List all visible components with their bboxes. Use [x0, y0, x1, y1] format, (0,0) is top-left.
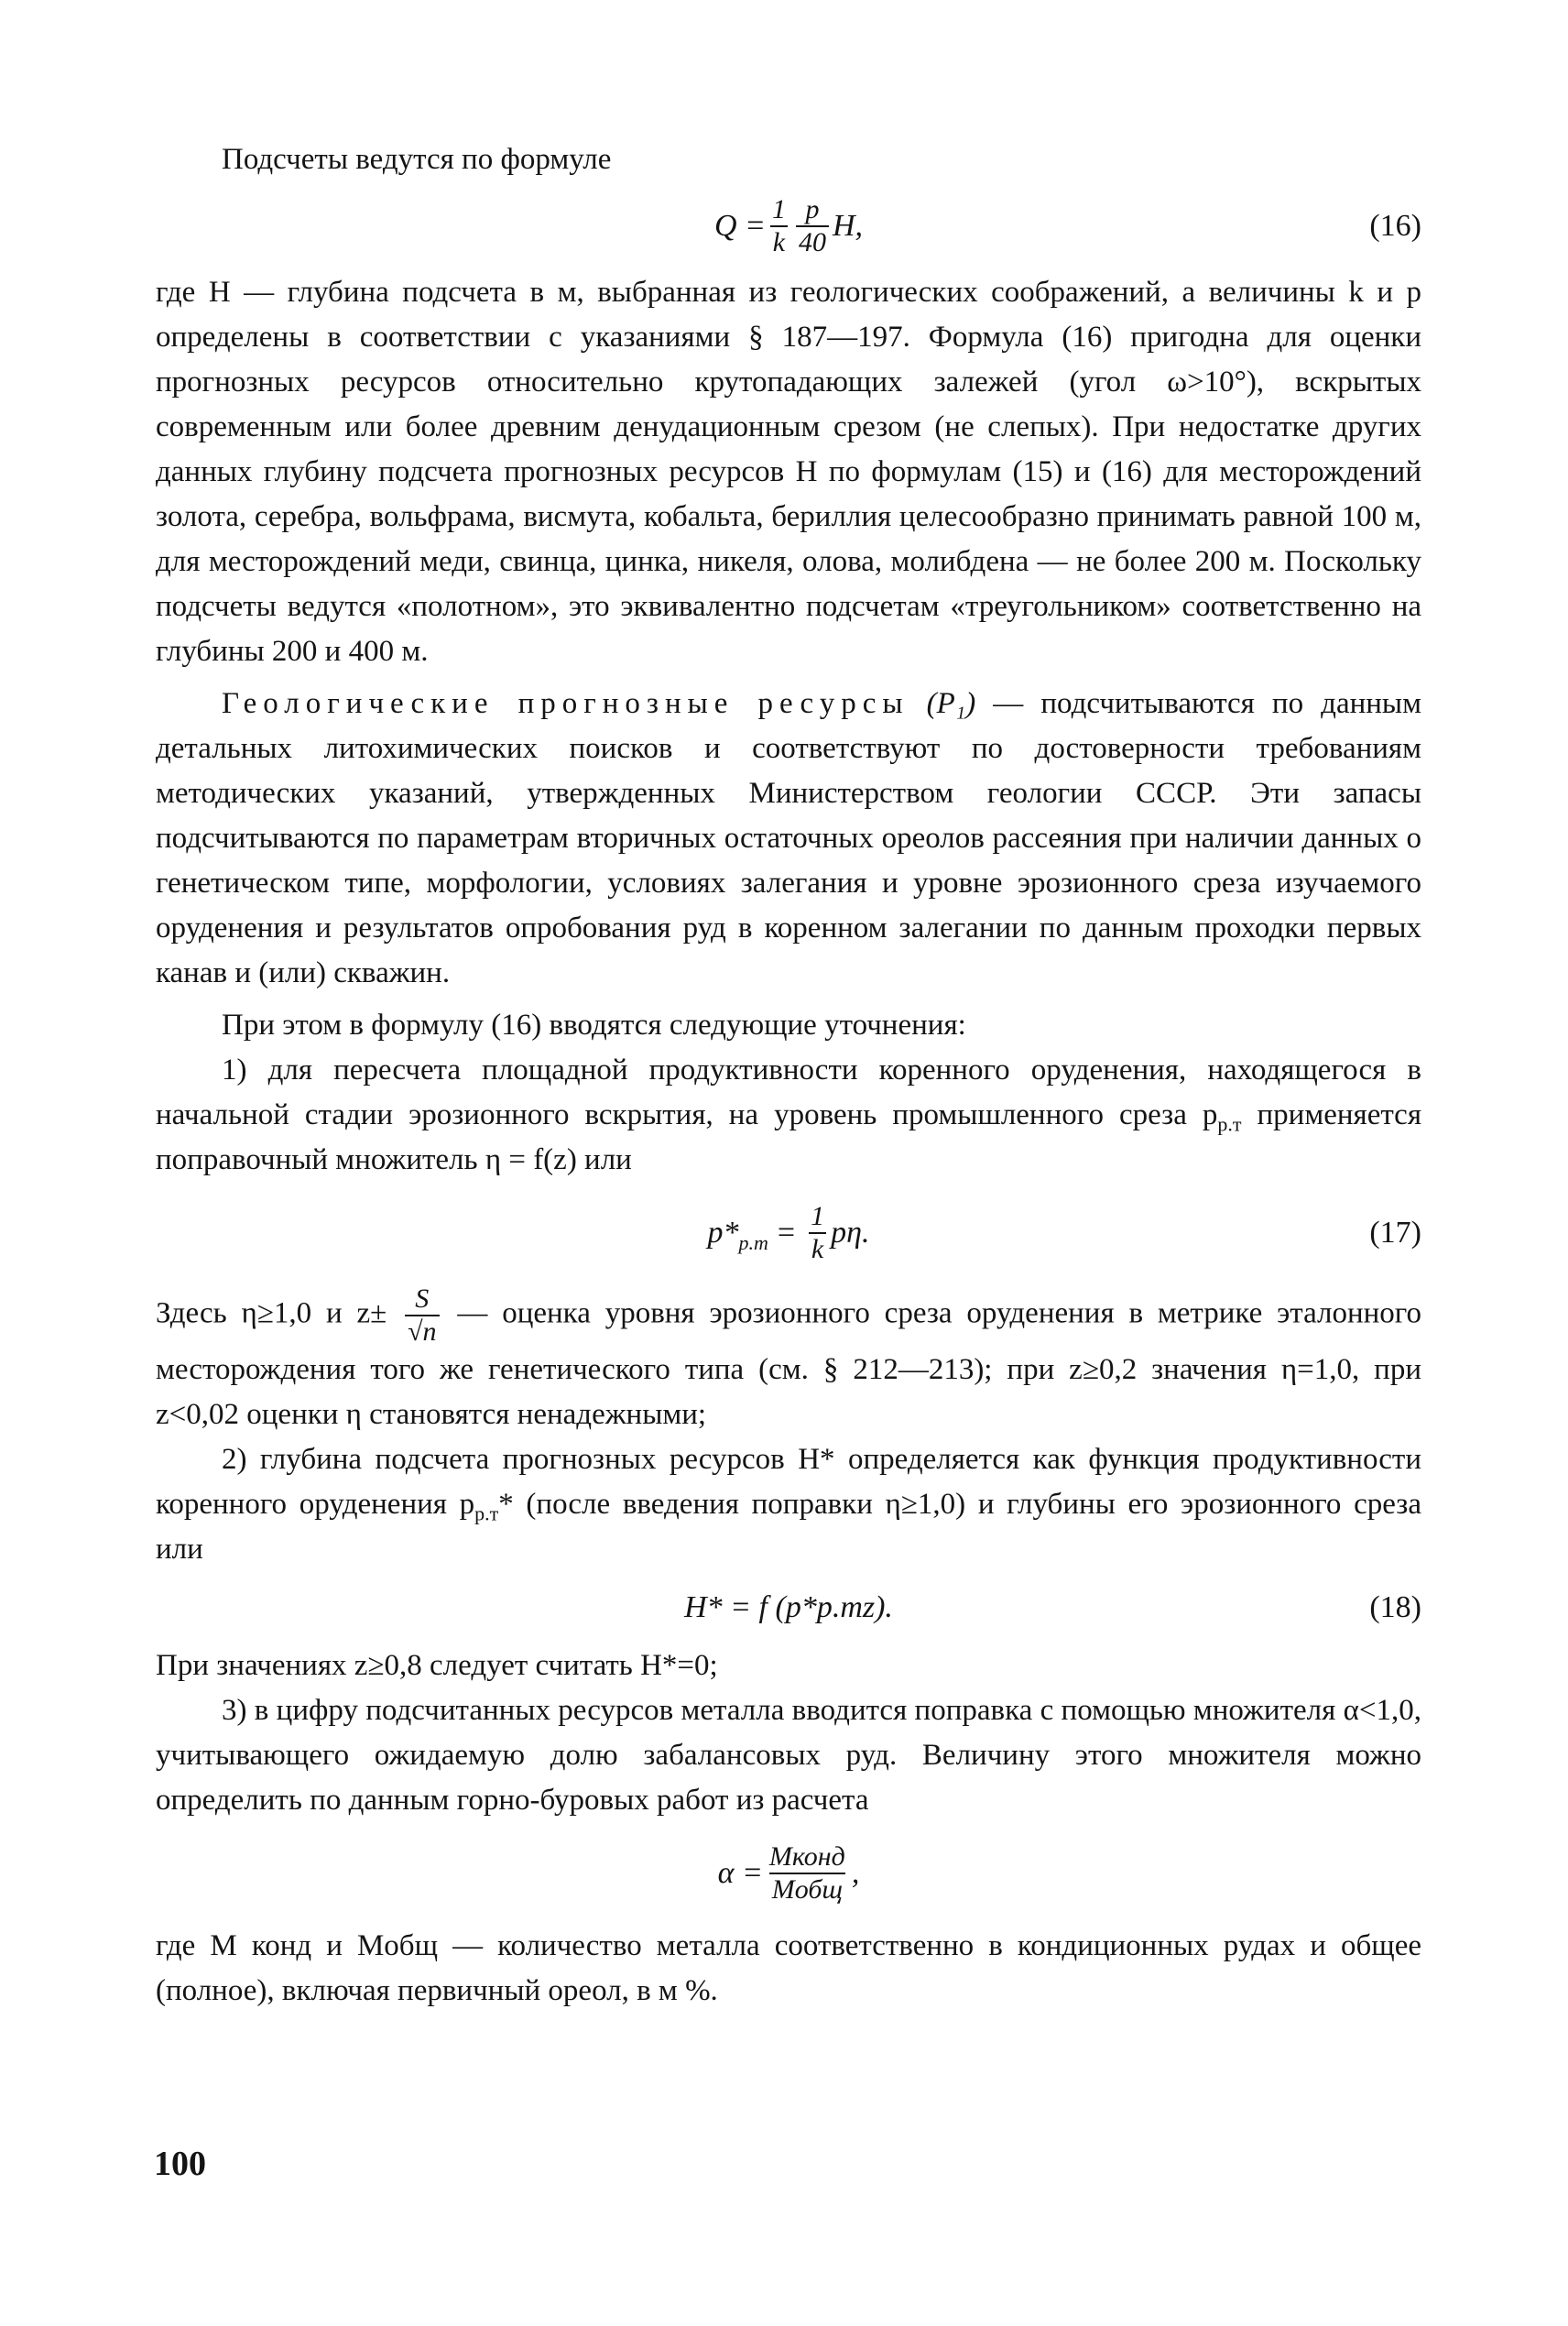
- formula-alpha-frac: $\frac{\text{Mконд}}{\text{Mобщ}}$: [768, 1841, 845, 1905]
- paragraph-6: где M конд и Mобщ — количество металла соответственно в кондиционных рудах и общее (полное), включая первичный ореол, в м %.: [156, 1929, 1421, 2007]
- intro-text: Подсчеты ведутся по формуле: [222, 143, 612, 176]
- paragraph-5: При значениях z≥0,8 следует считать H*=0;: [156, 1649, 718, 1682]
- equation-number-16: (16): [1369, 209, 1421, 243]
- paragraph-2-symbol: (P₁): [926, 687, 976, 720]
- paragraph-1: где H — глубина подсчета в м, выбранная из геологических соображений, а величины k и p определены в соответствии с указаниями § 187—197. Формула (16) пригодна для оценки прогнозных ресурсов относительно крутопадающих залежей (угол ω>10°), вскрытых современным или более древним денудационным срезом (не слепых). При недостатке других данных глубину подсчета прогнозных ресурсов H по формулам (15) и (16) для месторождений золота, серебра, вольфрама, висмута, кобальта, бериллия целесообразно принимать равной 100 м, для месторождений меди, свинца, цинка, никеля, олова, молибдена — не более 200 м. Поскольку подсчеты ведутся «полотном», это эквивалентно подсчетам «треугольником» соответственно на глубины 200 и 400 м.: [156, 276, 1421, 668]
- formula-18-expression: H* = f (p*р.тz).: [684, 1590, 893, 1624]
- paragraph-3: При этом в формулу (16) вводятся следующие уточнения:: [222, 1009, 966, 1042]
- formula-alpha-lhs: α =: [717, 1856, 763, 1890]
- formula-16-frac1: $\frac{1}{k}$: [769, 194, 789, 258]
- formula-17-lhs: $p*_{р.т}$: [707, 1216, 768, 1254]
- formula-16-lhs: Q =: [713, 209, 766, 243]
- equation-number-17: (17): [1369, 1216, 1421, 1250]
- formula-alpha: α = $\frac{\text{Mконд}}{\text{Mобщ}}$ ,: [717, 1841, 860, 1905]
- formula-17-rhs: pη.: [831, 1216, 870, 1250]
- paragraph-2-heading: Геологические прогнозные ресурсы: [222, 687, 909, 720]
- s-over-root-n: $\frac{S}{√n}$: [405, 1283, 439, 1348]
- page-number: 100: [154, 2145, 206, 2183]
- list-item-3: 3) в цифру подсчитанных ресурсов металла вводится поправка с помощью множителя α<1,0, учитывающего ожидаемую долю забалансовых руд. Величину этого множителя можно определить по данным горно-буровых работ из расчета: [156, 1694, 1421, 1817]
- formula-16-frac2: $\frac{p}{40}$: [796, 194, 829, 258]
- paragraph-4: Здесь η≥1,0 и z± $\frac{S}{√n}$ — оценка уровня эрозионного среза оруденения в метрике эталонного месторождения того же генетического типа (см. § 212—213); при z≥0,2 значения η=1,0, при z<0,02 оценки η становятся ненадежными;: [156, 1283, 1422, 1431]
- paragraph-2: [156, 682, 1421, 996]
- list-item-1: 1) для пересчета площадной продуктивности коренного оруденения, находящегося в начальной стадии эрозионного вскрытия, на уровень промышленного среза $p_{р.т}$ применяется поправочный множитель η = f(z) или: [156, 1054, 1421, 1176]
- formula-16: [156, 182, 1421, 270]
- formula-16-rhs: H,: [832, 209, 864, 243]
- formula-18: [156, 1572, 1421, 1643]
- paragraph-2-rest: — подсчитываются по данным детальных литохимических поисков и соответствуют по достоверности требованиям методических указаний, утвержденных Министерством геологии СССР. Эти запасы подсчитываются по параметрам вторичных остаточных ореолов рассеяния при наличии данных о генетическом типе, морфологии, условиях залегания и уровне эрозионного среза изучаемого оруденения и результатов опробования руд в коренном залегании по данным проходки первых канав и (или) скважин.: [156, 687, 1421, 989]
- list-item-2: 2) глубина подсчета прогнозных ресурсов H* определяется как функция продуктивности коренного оруденения $p_{р.т}*$ (после введения поправки η≥1,0) и глубины его эрозионного среза или: [156, 1443, 1421, 1566]
- formula-17: $p*_{р.т}$ = $\frac{1}{k}$ pη. (17): [707, 1201, 1421, 1264]
- formula-17-frac: $\frac{1}{k}$: [808, 1201, 827, 1265]
- equation-number-18: (18): [1369, 1590, 1421, 1624]
